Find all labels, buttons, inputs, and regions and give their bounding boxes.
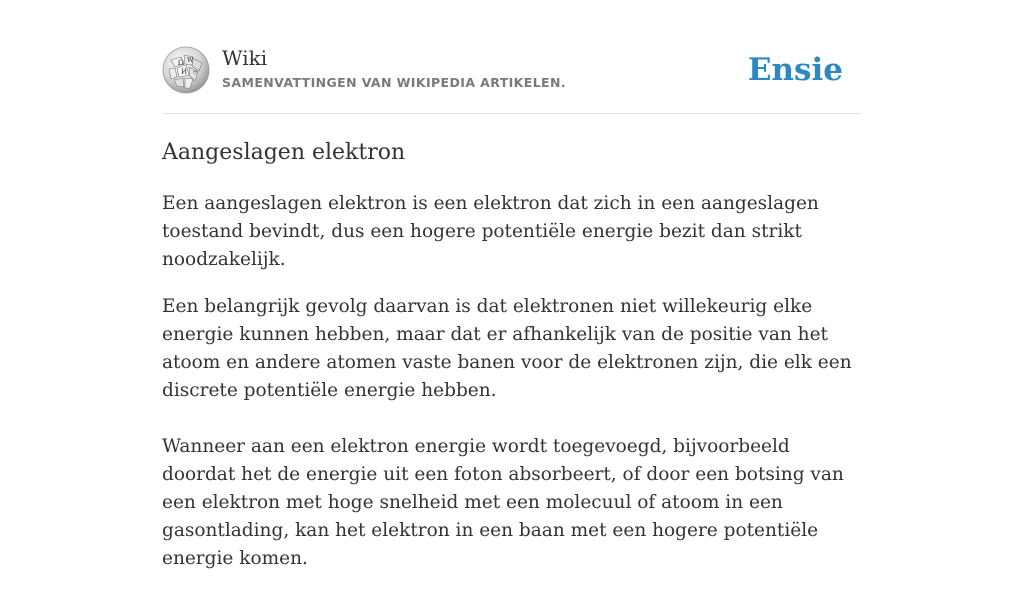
svg-text:И: И bbox=[181, 68, 188, 76]
svg-text:Ω: Ω bbox=[178, 59, 184, 67]
article-body bbox=[162, 190, 862, 592]
article-paragraph-intro: Een aangeslagen elektron is een elektron dat zich in een aangeslagen toestand bevindt, dus een hogere potentiële energie bezit dan strikt noodzakelijk. bbox=[162, 193, 819, 270]
brand-logo[interactable]: Ensie bbox=[747, 52, 843, 88]
article-title: Aangeslagen elektron bbox=[162, 140, 406, 165]
page bbox=[162, 0, 862, 569]
site-header bbox=[162, 46, 862, 96]
article-paragraph-body: Een belangrijk gevolg daarvan is dat elektronen niet willekeurig elke energie kunnen hebben, maar dat er afhankelijk van de positie van het atoom en andere atomen vaste banen voor de elektronen zijn, die elk een discrete potentiële energie hebben. Wanneer aan een elektron energie wordt toegevoegd, bijvoorbeeld doordat het de energie uit een foton absorbeert, of door een botsing van een elektron met hoge snelheid met een molecuul of atoom in een gasontlading, kan het elektron in een baan met een hogere potentiële energie komen. bbox=[162, 296, 852, 569]
site-tagline: SAMENVATTINGEN VAN WIKIPEDIA ARTIKELEN. bbox=[222, 75, 567, 90]
header-divider bbox=[162, 113, 862, 114]
wikipedia-globe-icon[interactable] bbox=[162, 46, 210, 94]
site-name[interactable]: Wiki bbox=[222, 46, 268, 70]
svg-text:W: W bbox=[187, 57, 194, 64]
svg-text:ウ: ウ bbox=[192, 70, 199, 77]
